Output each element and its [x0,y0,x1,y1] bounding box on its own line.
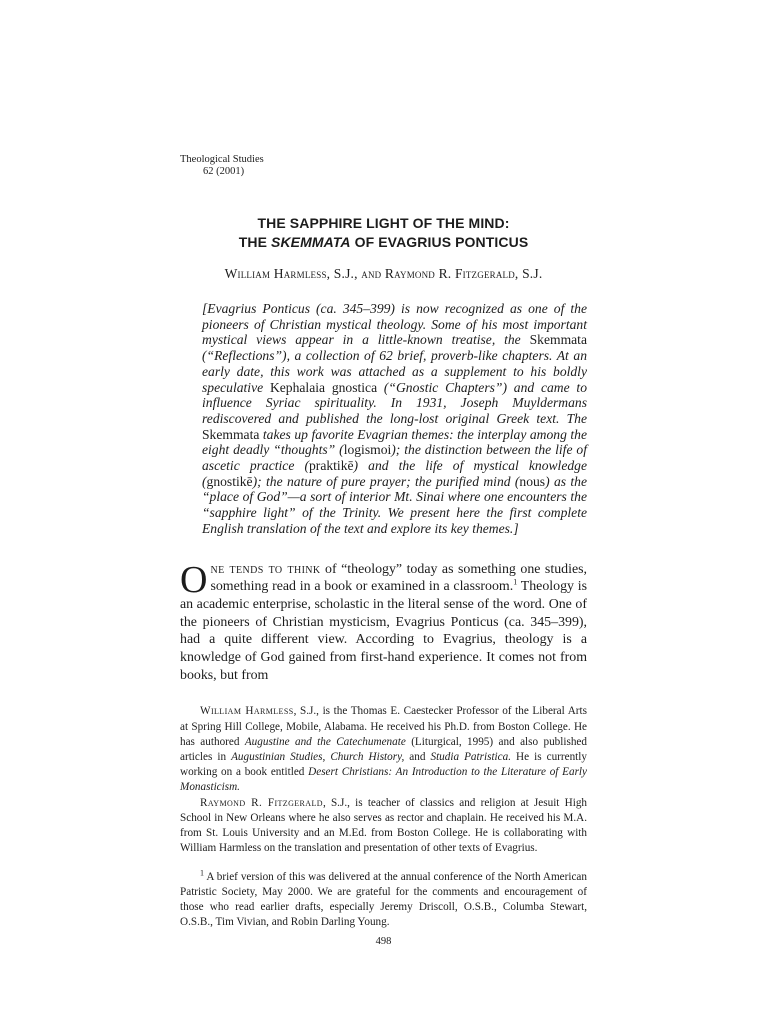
author-byline: William Harmless, S.J., and Raymond R. Fitzgerald, S.J. [224,266,543,281]
abstract-text: [Evagrius Ponticus (ca. 345–399) is now recognized as one of the pioneers of Christian mystical theology. Some of his most important mystical views appear in a little-known treatise, the [202,301,587,348]
author-name: Raymond R. Fitzgerald [200,796,323,809]
note-text: , S.J., is teacher of classics and religion at Jesuit High School in New Orleans where he also serves as rector and chaplain. He received his M.A. from St. Louis University and an M.Ed. from Boston College. He is collaborating with William Harmless on the translation and presentation of other texts of Evagrius. [180,796,588,855]
author-note-harmless [180,704,587,795]
page-number: 498 [375,936,392,948]
abstract-text: ); the nature of pure prayer; the purified mind ( [252,473,520,489]
journal-title: Studia Patristica. [430,751,512,764]
journal-volume: 62 (2001) [203,166,245,177]
body-text: Theology is an academic enterprise, scholastic in the literal sense of the word. One of the pioneers of Christian mysticism, Evagrius Ponticus (ca. 345–399), had a quite different view. According to Evagrius, theology is a knowledge of God gained from first-hand experience. It comes not from books, but from [180,579,587,683]
journal-name: Theological Studies [180,154,264,165]
title-line-1: THE SAPPHIRE LIGHT OF THE MIND: [257,215,510,231]
abstract-text: (“Reflections”), a collection of 62 brief, proverb-like chapters. At an early date, this work was attached as a supplement to his boldly speculative [202,348,587,395]
title-line-2-pre: THE [238,233,272,250]
title-line-2-post: OF EVAGRIUS PONTICUS [350,233,529,250]
body-text: of “theology” today as something one studies, something read in a book or examined in a classroom. [210,561,587,595]
abstract-term: logismoi [343,442,392,458]
opening-small-caps: ne tends to think [210,561,321,577]
note-text: (Liturgical, 1995) and also published articles in [180,735,587,764]
book-title: Desert Christians: An Introduction to the Literature of Early Monasticism. [180,766,588,794]
abstract-term: gnostikē [206,473,253,489]
abstract-term: Skemmata [202,426,260,442]
abstract-text: ) and the life of mystical knowledge ( [202,458,587,489]
abstract-term: nous [519,473,546,489]
abstract-text: ) as the “place of God”—a sort of interior Mt. Sinai where one encounters the “sapphire light” of the Trinity. We present here the first complete English translation of the text and explore its key themes.] [202,473,587,536]
author-name: William Harmless [200,705,294,718]
author-notes [180,704,587,930]
body-paragraph [180,558,587,685]
book-title: Augustine and the Catechumenate [244,735,406,748]
note-text: and [404,751,431,764]
article-title [180,214,587,251]
abstract-term: Skemmata [529,332,587,348]
abstract [202,301,587,537]
page [180,154,587,947]
abstract-term: Kephalaia gnostica [269,379,378,395]
title-line-2 [180,233,587,252]
abstract-text: (“Gnostic Chapters”) and came to influence Syriac spirituality. In 1931, Joseph Muyldermans rediscovered and published the long-lost original Greek text. The [202,379,587,426]
author-note-fitzgerald [180,796,587,857]
footnote-text: A brief version of this was delivered at the annual conference of the North American Patristic Society, May 2000. We are grateful for the comments and encouragement of those who read earlier drafts, especially Jeremy Driscoll, O.S.B., Columba Stewart, O.S.B., Tim Vivian, and Robin Darling Young. [180,870,587,929]
title-line-2-emphasis: SKEMMATA [271,233,351,250]
footnote-1 [180,867,587,931]
abstract-term: praktikē [309,458,354,474]
footnote-number: 1 [200,867,204,877]
running-header [180,154,587,178]
abstract-text: takes up favorite Evagrian themes: the interplay among the eight deadly “thoughts” ( [202,426,587,458]
footnote-ref[interactable]: 1 [513,577,518,587]
note-text: He is currently working on a book entitled [180,751,587,779]
note-text: , S.J., is the Thomas E. Caestecker Professor of the Liberal Arts at Spring Hill College, Mobile, Alabama. He received his Ph.D. from Boston College. He has authored [180,705,587,748]
drop-cap: O [180,558,208,601]
journal-titles: Augustinian Studies, Church History, [231,751,405,764]
abstract-text: ); the distinction between the life of ascetic practice ( [202,442,587,474]
